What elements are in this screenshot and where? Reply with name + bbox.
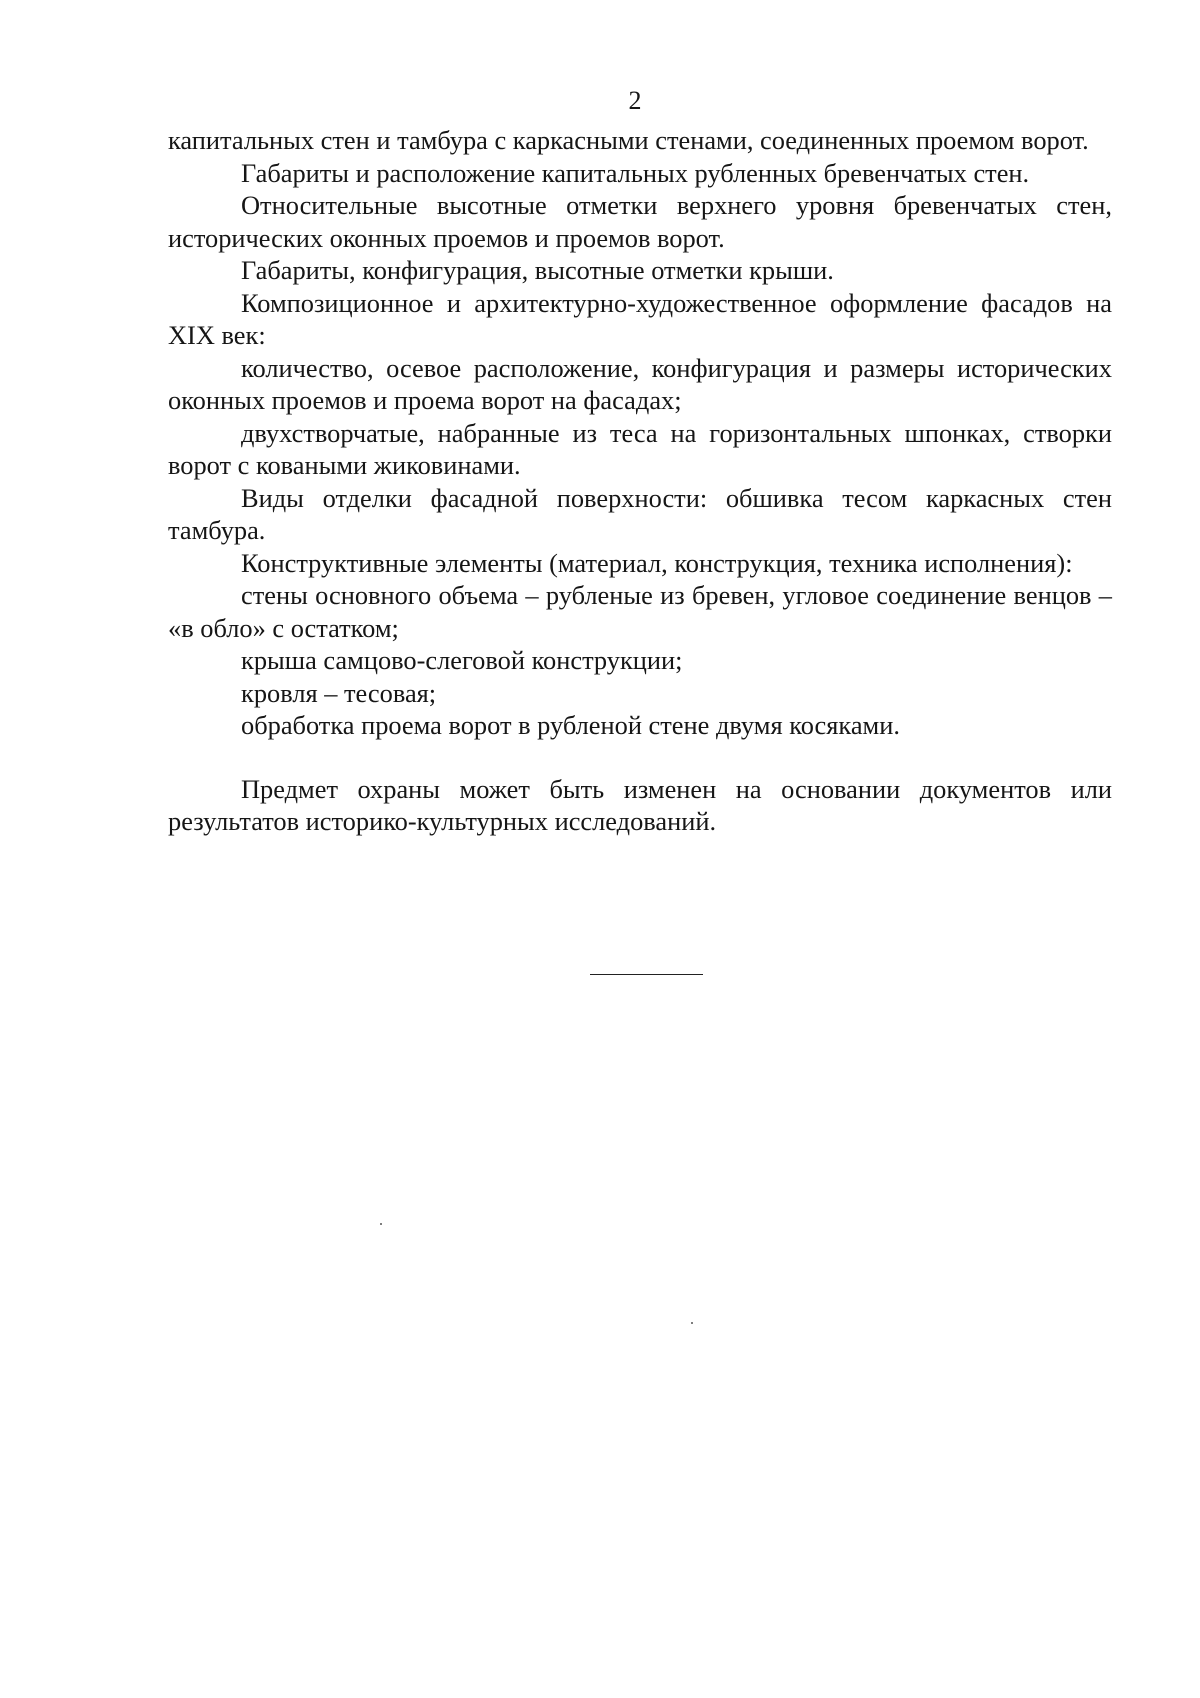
paragraph-continuation: капитальных стен и тамбура с каркасными стенами, соединенных проемом ворот. [168,125,1089,155]
paragraph-facade-composition: Композиционное и архитектурно-художественное оформление фасадов на XIX век: [168,287,1112,350]
page-number: 2 [628,86,642,115]
end-rule [590,974,703,975]
list-item-gate-leaves: двухстворчатые, набранные из теса на горизонтальных шпонках, створки ворот с коваными жиковинами. [168,417,1112,480]
list-item-gate-opening: обработка проема ворот в рубленой стене двумя косяками. [241,710,900,740]
paragraph-roof: Габариты, конфигурация, высотные отметки крыши. [241,255,834,285]
scan-speck [691,1322,693,1324]
scan-speck [380,1223,382,1225]
list-item-roof-structure: крыша самцово-слеговой конструкции; [241,645,683,675]
paragraph-height-marks: Относительные высотные отметки верхнего уровня бревенчатых стен, исторических оконных проемов и проемов ворот. [168,190,1112,253]
list-item-roofing: кровля – тесовая; [241,677,437,708]
document-body [168,124,1112,838]
paragraph-gap [168,742,1112,773]
paragraph-facade-finish: Виды отделки фасадной поверхности: обшивка тесом каркасных стен тамбура. [168,482,1112,545]
paragraph-protection-note: Предмет охраны может быть изменен на основании документов или результатов историко-культурных исследований. [168,773,1112,836]
list-item-walls: стены основного объема – рубленые из бревен, угловое соединение венцов – «в обло» с остатком; [168,580,1112,643]
list-item-window-openings: количество, осевое расположение, конфигурация и размеры исторических оконных проемов и проема ворот на фасадах; [168,352,1112,415]
paragraph-structural-elements: Конструктивные элементы (материал, конструкция, техника исполнения): [241,547,1073,578]
paragraph-dimensions-walls: Габариты и расположение капитальных рубленных бревенчатых стен. [241,157,1030,188]
